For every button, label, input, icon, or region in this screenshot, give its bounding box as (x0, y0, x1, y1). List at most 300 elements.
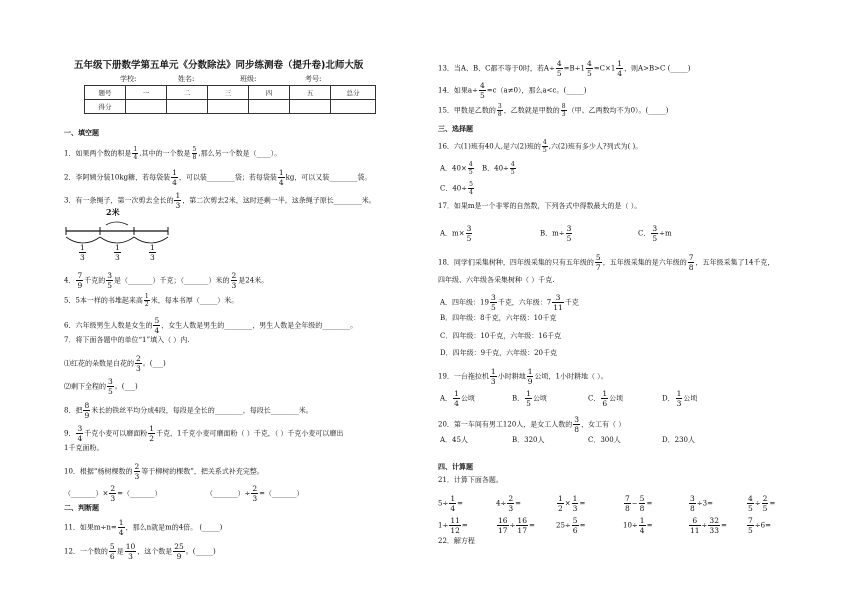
fraction (497, 103, 503, 118)
score-cell[interactable] (249, 100, 290, 114)
numerator: 2 (134, 462, 140, 471)
denominator: 9 (77, 281, 83, 290)
numerator: 5 (639, 494, 645, 503)
numerator: 8 (84, 401, 90, 410)
numerator: 1 (526, 389, 531, 398)
calc-prefix: 25÷ (556, 521, 571, 530)
calc-expression (688, 494, 713, 513)
fraction (144, 293, 150, 308)
q20-option-d[interactable]: D．230人 (662, 436, 695, 444)
q10-expression-1 (64, 484, 162, 503)
numerator: 6 (689, 516, 701, 526)
option-unit: 公顷 (609, 394, 624, 403)
numerator: 1 (558, 494, 563, 503)
denominator: 5 (652, 234, 658, 243)
denominator: 5 (762, 504, 768, 513)
q4-text-d: 是24米。 (238, 276, 269, 285)
q17-option-c[interactable] (638, 224, 672, 243)
denominator: 17 (498, 526, 508, 535)
q20-option-c[interactable]: C．300人 (588, 436, 621, 444)
q20-option-a[interactable]: A．45人 (440, 436, 468, 444)
numerator: 1 (149, 424, 155, 433)
numerator: 2 (252, 484, 258, 493)
option-label: A．40× (440, 164, 467, 173)
fraction (572, 516, 579, 535)
numerator: 3 (77, 424, 83, 433)
calc-operator: × (564, 499, 571, 508)
fraction (747, 494, 754, 513)
numerator: 3 (566, 224, 572, 233)
denominator: 3 (508, 504, 514, 513)
fraction (479, 81, 486, 100)
page-title: 五年级下册数学第五单元《分数除法》同步练测卷（提升卷)北师大版 (74, 60, 364, 71)
q1-text-a: 1．如果两个数的积是 (64, 149, 132, 158)
q17-option-b[interactable] (540, 224, 573, 243)
numerator: 4 (510, 161, 515, 168)
score-header-cell: 总分 (331, 86, 376, 100)
rope-fraction-3 (149, 243, 156, 262)
q11-text-a: 11．如果m÷n= (64, 523, 117, 532)
question-17: 17．如果m是一个非零的自然数，下列各式中得数最大的是（ ）。 (438, 202, 642, 210)
score-cell[interactable] (167, 100, 208, 114)
q18-option-d[interactable]: D．四年级：9千克，六年级：20千克 (440, 349, 557, 357)
numerator: 7 (77, 271, 83, 280)
numerator: 8 (561, 103, 566, 110)
calc-operator: ÷ (754, 499, 761, 508)
denominator: 5 (566, 234, 572, 243)
q16-text-b: ,六(2)班有多少人?列式为( )。 (548, 142, 643, 151)
numerator: 1 (490, 367, 496, 376)
numerator: 2 (136, 354, 141, 363)
q14-text-b: =c（a≠0），那么a<c。(_____) (486, 86, 587, 95)
denominator: 3 (676, 399, 682, 408)
calc-suffix: = (720, 521, 727, 530)
question-7: 7．将下面各题中的单位“1”填入（ ）内. (64, 336, 190, 344)
numerator: 5 (192, 146, 197, 153)
numerator: 3 (466, 224, 472, 233)
q10-text-a: 10．根据“杨树棵数的 (64, 467, 133, 476)
question-18-line-2: 四年级、六年级各采集树种（ ）千克. (438, 276, 555, 284)
numerator: 1 (80, 243, 85, 252)
q3-text-a: 3．有一条绳子，第一次剪去全长的 (64, 196, 174, 205)
fraction (109, 484, 116, 503)
info-school: 学校: (120, 75, 137, 83)
fraction (106, 271, 113, 290)
denominator: 2 (144, 301, 149, 308)
numerator: 3 (652, 224, 658, 233)
q18-text-b: ，五年级采集的是六年级的 (602, 258, 687, 267)
fraction (595, 253, 602, 272)
denominator: 3 (175, 201, 181, 210)
numerator: 1 (278, 168, 284, 177)
section-true-false: 二、判断题 (64, 503, 99, 512)
q10-e1-text-a: （_______）× (64, 489, 109, 498)
q18-option-a[interactable] (440, 293, 579, 312)
question-19 (438, 367, 608, 386)
numerator: 1 (118, 518, 124, 527)
option-unit: 公顷 (460, 394, 475, 403)
numerator: 11 (450, 516, 460, 525)
q8-text-a: 8．把 (64, 406, 83, 415)
calc-expression (556, 494, 585, 513)
fraction (561, 103, 567, 118)
calc-suffix: = (646, 521, 653, 530)
calc-expression (746, 494, 775, 513)
option-label: B． (512, 394, 525, 403)
rope-label: 2米 (106, 207, 120, 217)
score-header-cell: 二 (167, 86, 208, 100)
question-15 (438, 103, 669, 118)
q13-text-d: ，则A>B>C (_____) (624, 64, 691, 73)
q11-text-b: ，那么n就是m的4倍。 (_____) (125, 523, 223, 532)
fraction (173, 542, 185, 561)
fraction (510, 161, 516, 176)
fraction (497, 516, 509, 535)
fraction (525, 389, 532, 408)
denominator: 5 (466, 234, 472, 243)
calc-prefix: 4÷ (496, 499, 507, 508)
question-20 (438, 415, 625, 434)
calc-suffix: = (457, 499, 463, 508)
q12-text-b: 是 (116, 547, 124, 556)
q9-text-c: 千克，1千克小麦可磨面粉（ ）千克，（ ）千克小麦可以磨出 (156, 429, 344, 438)
question-9-line-2: 1千克面粉。 (64, 444, 104, 452)
fraction (747, 516, 754, 535)
q18-option-b[interactable]: B．四年级：8千克，六年级：10千克 (440, 314, 557, 322)
q2-text-b: ，可以装________袋；若每袋装 (178, 173, 277, 182)
denominator: 5 (748, 526, 753, 535)
option-label: C． (588, 394, 601, 403)
denominator: 2 (149, 434, 155, 443)
fraction (109, 542, 116, 561)
score-cell[interactable] (331, 100, 376, 114)
fraction (527, 367, 534, 386)
score-value-row (85, 100, 376, 114)
denominator: 8 (688, 263, 694, 272)
q19-option-c[interactable] (588, 389, 623, 408)
denominator: 5 (748, 504, 753, 513)
option-label: D． (662, 394, 675, 403)
score-header-cell: 三 (208, 86, 249, 100)
numerator: 1 (144, 293, 149, 300)
calc-expression (496, 516, 535, 535)
q19-text-c: 公顷，1小时耕地（ ）。 (534, 372, 608, 381)
score-table (84, 85, 376, 114)
numerator: 7 (625, 494, 630, 503)
numerator: 1 (450, 494, 456, 503)
info-class: 班级: (240, 75, 257, 83)
score-header-row (85, 86, 376, 100)
fraction (676, 389, 683, 408)
score-cell[interactable] (208, 100, 249, 114)
q19-text-b: 小时耕地 (497, 372, 526, 381)
fraction (468, 181, 474, 196)
q13-text-a: 13．当A、B、C都不等于0时，若A÷ (438, 64, 555, 73)
fraction (132, 146, 138, 161)
numerator: 4 (556, 59, 562, 68)
fraction (125, 542, 137, 561)
denominator: 5 (510, 169, 515, 176)
denominator: 4 (77, 434, 83, 443)
q12-text-c: ，这个数是 (137, 547, 173, 556)
q4-text-c: 是（_______）千克；（_______）米的 (114, 276, 230, 285)
calc-prefix: 1÷ (438, 521, 449, 530)
calc-suffix: = (579, 521, 586, 530)
fraction (490, 293, 497, 312)
option-label: B．40÷ (482, 164, 509, 173)
fraction (83, 401, 90, 420)
fraction (76, 424, 83, 443)
calc-operator: ÷ (509, 521, 516, 530)
fraction (466, 224, 473, 243)
score-row-label: 得分 (85, 100, 126, 114)
numerator: 3 (490, 293, 496, 302)
calc-operator: ÷ (701, 521, 708, 530)
denominator: 4 (617, 69, 623, 78)
option-label: C．40÷ (440, 184, 468, 193)
calc-suffix: = (461, 521, 468, 530)
fraction (507, 494, 514, 513)
q7-p2-text-b: 。(___) (114, 382, 138, 391)
numerator: 3 (552, 293, 564, 303)
option-text: 千克，六年级：7 (497, 298, 552, 307)
fraction (76, 271, 83, 290)
q19-option-b[interactable] (512, 389, 547, 408)
q15-text-c: （甲、乙两数均不为0）。(_____) (567, 106, 669, 115)
fraction (651, 224, 658, 243)
denominator: 33 (709, 526, 719, 535)
calc-expression (438, 494, 463, 513)
info-exam-no: 考号: (305, 75, 322, 83)
numerator: 4 (586, 59, 592, 68)
q9-text-b: 千克小麦可以磨面粉 (84, 429, 148, 438)
q20-text-b: ，女工有（ ） (581, 420, 626, 429)
calc-suffix: = (769, 499, 776, 508)
calc-expression (438, 516, 468, 535)
fraction (453, 389, 460, 408)
denominator: 3 (134, 472, 140, 481)
question-4 (64, 271, 268, 290)
question-7-part-1 (64, 354, 166, 373)
fraction (449, 516, 461, 535)
denominator: 3 (80, 253, 85, 262)
calc-expression (556, 516, 585, 535)
score-cell[interactable] (290, 100, 331, 114)
numerator: 5 (572, 516, 578, 525)
numerator: 10 (125, 542, 136, 551)
denominator: 8 (639, 504, 645, 513)
q10-text-b: 等于柳树的棵数”，把关系式补充完整。 (141, 467, 264, 476)
fraction (557, 494, 564, 513)
numerator: 16 (498, 516, 508, 525)
q6-text-a: 6．六年级男生人数是女生的 (64, 321, 153, 330)
denominator: 11 (690, 526, 700, 535)
question-7-part-2 (64, 377, 138, 396)
question-9 (64, 424, 343, 443)
q7-p2-text-a: ⑵剩下全程的 (64, 382, 106, 391)
fraction (639, 494, 646, 513)
calc-expression (746, 516, 771, 535)
denominator: 9 (84, 411, 90, 420)
calc-expression (496, 494, 521, 513)
numerator: 5 (154, 316, 160, 325)
q13-text-c: =C×1 (593, 64, 616, 73)
q15-text-a: 15．甲数是乙数的 (438, 106, 496, 115)
denominator: 7 (595, 263, 601, 272)
denominator: 6 (109, 552, 115, 561)
q2-text-a: 2．李阿姨分装10kg糖，若每袋装 (64, 173, 171, 182)
denominator: 4 (639, 526, 645, 535)
fraction (174, 191, 181, 210)
q3-text-b: ，第二次剪去2米，这时还剩一半，这条绳子原长________米。 (182, 196, 376, 205)
fraction (468, 161, 474, 176)
q16-option-b[interactable] (482, 161, 517, 176)
numerator: 2 (508, 494, 514, 503)
numerator: 3 (497, 103, 502, 110)
calc-prefix: 10÷ (623, 521, 638, 530)
rope-fraction-2 (114, 243, 121, 262)
option-suffix: ÷m (659, 229, 672, 238)
question-1 (64, 146, 281, 161)
fraction (572, 494, 579, 513)
denominator: 4 (450, 504, 456, 513)
denominator: 4 (154, 326, 160, 335)
q18-option-c[interactable]: C．四年级：10千克，六年级：16千克 (440, 332, 562, 340)
section-calculation: 四、计算题 (438, 462, 473, 471)
q19-option-d[interactable] (662, 389, 697, 408)
calc-expression (623, 516, 652, 535)
question-16 (438, 139, 642, 154)
section-multiple-choice: 三、选择题 (438, 124, 473, 133)
numerator: 1 (172, 168, 177, 177)
fraction (586, 59, 593, 78)
denominator: 3 (252, 494, 258, 503)
score-header-cell: 题号 (85, 86, 126, 100)
denominator: 4 (118, 528, 124, 537)
numerator: 7 (748, 516, 753, 525)
question-8 (64, 401, 313, 420)
q5-text-b: 米，每本书厚（_____）米。 (150, 296, 239, 305)
fraction (689, 494, 696, 513)
numerator: 1 (454, 389, 459, 398)
denominator: 8 (192, 154, 197, 161)
numerator: 4 (542, 139, 547, 146)
info-name: 姓名: (178, 75, 195, 83)
denominator: 3 (128, 552, 133, 561)
denominator: 3 (561, 111, 566, 118)
q10-e2-text-b: =（_______） (259, 489, 304, 498)
fraction (231, 271, 238, 290)
question-21: 21．计算下面各题。 (438, 476, 503, 484)
numerator: 1 (115, 243, 120, 252)
q16-option-c[interactable] (440, 181, 475, 196)
calc-expression (623, 494, 652, 513)
fraction (573, 415, 580, 434)
numerator: 5 (109, 542, 115, 551)
q10-e2-text-a: （_______）÷ (206, 489, 251, 498)
q9-text-a: 9． (64, 429, 76, 438)
fraction (118, 518, 125, 537)
score-header-cell: 四 (249, 86, 290, 100)
q1-text-b: ,其中的一个数是 (139, 149, 191, 158)
q5-text-a: 5．5本一样的书堆起来高 (64, 296, 143, 305)
denominator: 3 (572, 504, 578, 513)
denominator: 6 (572, 526, 578, 535)
numerator: 1 (617, 59, 623, 68)
denominator: 4 (278, 178, 284, 187)
option-unit: 公顷 (683, 394, 698, 403)
q19-option-a[interactable] (440, 389, 475, 408)
numerator: 2 (110, 484, 116, 493)
calc-suffix: = (528, 521, 535, 530)
q6-text-b: ，女生人数是男生的________，男生人数是全年级的________。 (161, 321, 358, 330)
numerator: 1 (639, 516, 645, 525)
numerator: 4 (468, 161, 473, 168)
numerator: 1 (175, 191, 181, 200)
denominator: 8 (690, 504, 695, 513)
fraction (566, 224, 573, 243)
denominator: 3 (490, 377, 496, 386)
numerator: 4 (479, 81, 485, 90)
denominator: 5 (586, 69, 592, 78)
q17-option-a[interactable] (440, 224, 473, 243)
fraction (762, 494, 769, 513)
q20-option-b[interactable]: B．320人 (512, 436, 545, 444)
q15-text-b: ，乙数就是甲数的 (503, 106, 560, 115)
calc-expression (688, 516, 727, 535)
question-14 (438, 81, 586, 100)
denominator: 17 (517, 526, 527, 535)
denominator: 5 (108, 387, 113, 396)
score-cell[interactable] (126, 100, 167, 114)
denominator: 5 (107, 281, 113, 290)
q10-expression-2 (206, 484, 304, 503)
q16-text-a: 16．六(1)班有40人,是六(2)班的 (438, 142, 541, 151)
fraction (278, 168, 285, 187)
option-text: 千克 (564, 298, 579, 307)
fraction (134, 462, 141, 481)
numerator: 2 (231, 271, 237, 280)
option-label: A．m× (440, 229, 465, 238)
numerator: 3 (108, 377, 113, 386)
numerator: 1 (150, 243, 155, 252)
question-12 (64, 542, 216, 561)
numerator: 1 (572, 494, 578, 503)
denominator: 5 (490, 303, 496, 312)
fraction (616, 59, 623, 78)
calc-suffix: = (515, 499, 521, 508)
question-13 (438, 59, 691, 78)
numerator: 32 (709, 516, 719, 525)
q16-option-a[interactable] (440, 161, 475, 176)
denominator: 5 (556, 69, 562, 78)
section-fill-blank: 一、填空题 (64, 128, 99, 137)
q4-text-b: 千克的 (84, 276, 106, 285)
option-label: A． (440, 394, 453, 403)
q2-text-c: kg，可以又装________袋。 (285, 173, 372, 182)
numerator: 1 (133, 146, 138, 153)
fraction (542, 139, 548, 154)
denominator: 3 (150, 253, 155, 262)
question-18 (438, 253, 774, 272)
question-11 (64, 518, 222, 537)
denominator: 4 (454, 399, 459, 408)
numerator: 3 (690, 494, 695, 503)
numerator: 4 (748, 494, 753, 503)
denominator: 6 (602, 399, 608, 408)
rope-fraction-1 (79, 243, 86, 262)
fraction (135, 354, 142, 373)
